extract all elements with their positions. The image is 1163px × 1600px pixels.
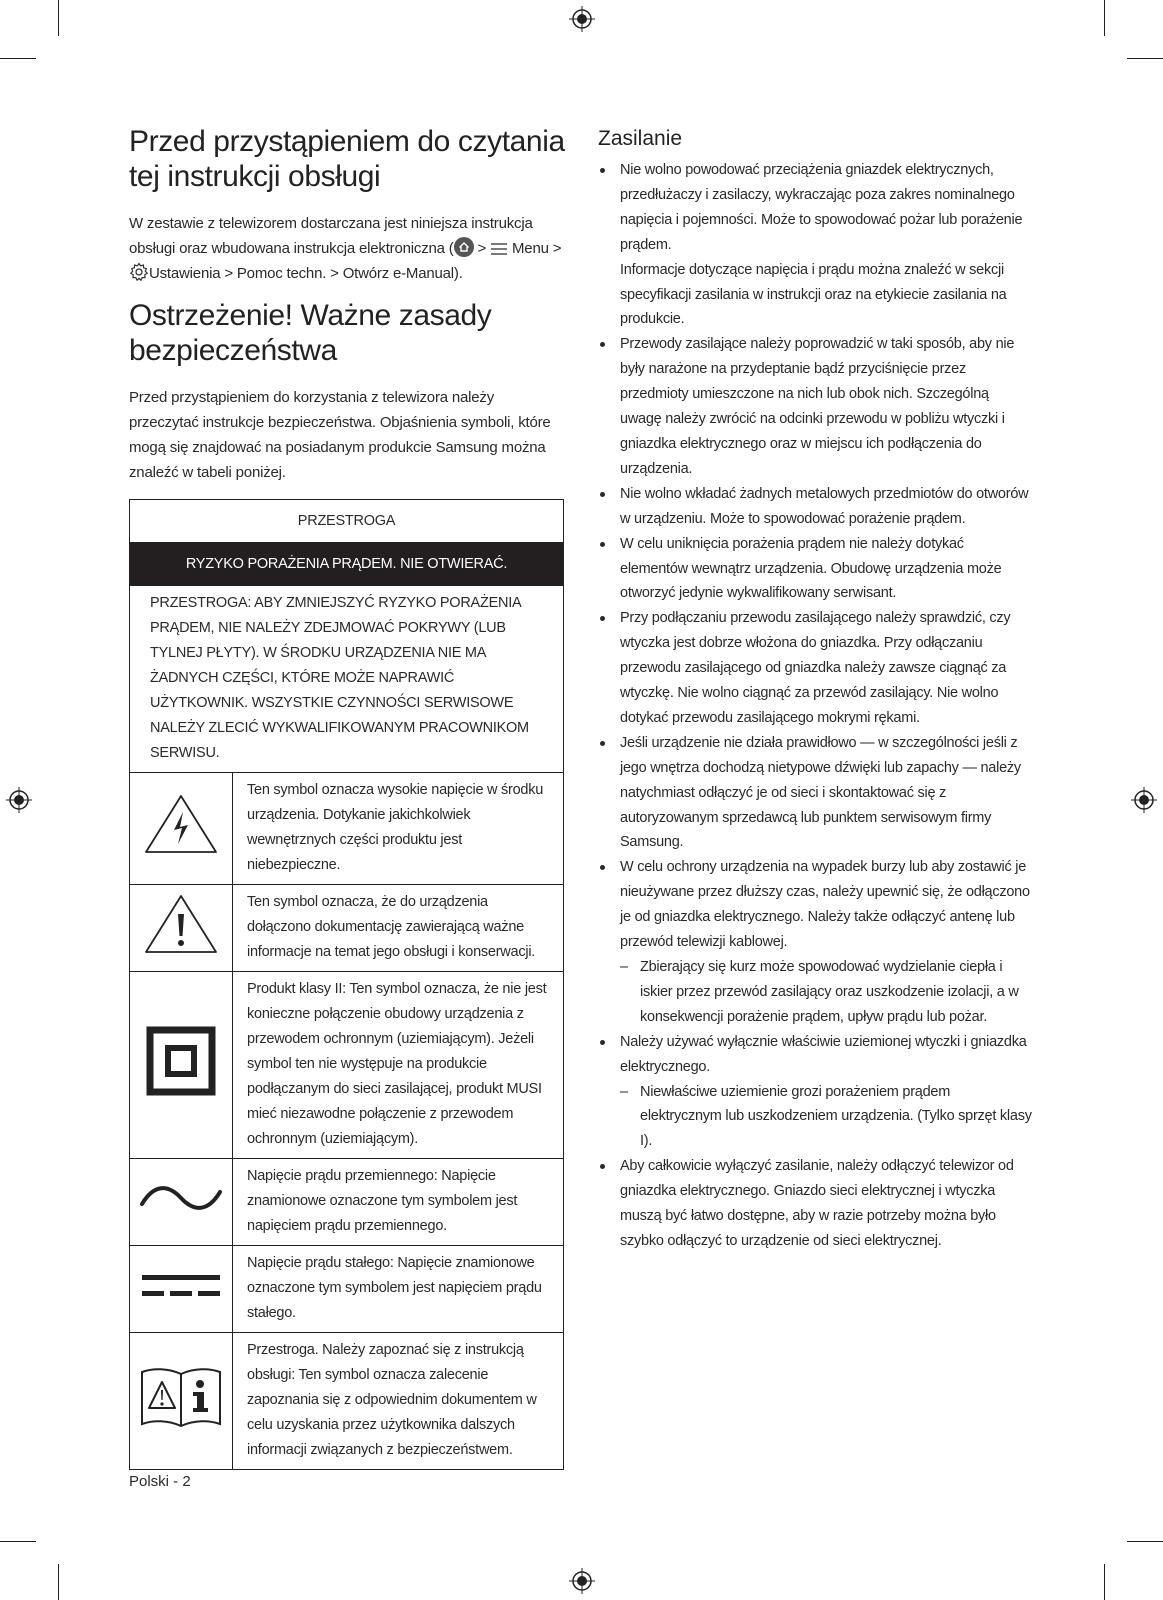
right-column (598, 124, 1034, 1254)
high-voltage-icon (143, 792, 219, 856)
danger-header: RYZYKO PORAŻENIA PRĄDEM. NIE OTWIERAĆ. (130, 543, 564, 586)
page-number: Polski - 2 (129, 1473, 191, 1490)
symbol-description: Napięcie prądu przemiennego: Napięcie znamionowe oznaczone tym symbolem jest napięciem prądu przemiennego. (233, 1159, 564, 1246)
list-item-text: Nie wolno powodować przeciążenia gniazdek elektrycznych, przedłużaczy i zasilaczy, wykraczając poza zakres nominalnego napięcia i pojemności. Może to spowodować pożar lub porażenie prądem. (620, 162, 1023, 253)
registration-mark-icon (6, 787, 32, 813)
menu-icon (490, 241, 508, 257)
crop-mark (0, 1541, 36, 1542)
crop-mark (1127, 1541, 1163, 1542)
caution-text: PRZESTROGA: ABY ZMNIEJSZYĆ RYZYKO PORAŻENIA PRĄDEM, NIE NALEŻY ZDEJMOWAĆ POKRYWY (LUB TYLNEJ PŁYTY). W ŚRODKU URZĄDZENIA NIE MA ŻADNYCH CZĘŚCI, KTÓRE MOŻE NAPRAWIĆ UŻYTKOWNIK. WSZYSTKIE CZYNNOŚCI SERWISOWE NALEŻY ZLECIĆ WYKWALIFIKOWANYM PRACOWNIKOM SERWISU. (130, 586, 564, 773)
list-item (598, 482, 1034, 532)
list-item-text: Nie wolno wkładać żadnych metalowych przedmiotów do otworów w urządzeniu. Może to spowodować porażenie prądem. (620, 485, 1029, 527)
crop-mark (1127, 58, 1163, 59)
settings-label: Ustawienia (149, 265, 221, 282)
ac-voltage-icon (138, 1178, 224, 1218)
symbol-cell (130, 885, 233, 972)
list-item (598, 332, 1034, 481)
list-item (598, 606, 1034, 731)
chevron-right-icon: > (477, 240, 487, 257)
registration-mark-icon (1131, 787, 1157, 813)
list-item-text: Jeśli urządzenie nie działa prawidłowo — w szczególności jeśli z jego wnętrza dochodzą nietypowe dźwięki lub zapachy — należy natychmiast odłączyć je od sieci i skontaktować się z autoryzowanym sprzedawcą lub punktem serwisowym firmy Samsung. (620, 734, 1021, 851)
registration-mark-icon (569, 6, 595, 32)
sub-list-item: – Zbierający się kurz może spowodować wydzielanie ciepła i iskier przez przewód zasilający oraz uszkodzenie izolacji, a w konsekwencji porażenie prądem, upływ prądu lub pożar. (620, 955, 1034, 1030)
list-item-text: Przy podłączaniu przewodu zasilającego należy sprawdzić, czy wtyczka jest dobrze włożona do gniazdka. Przy odłączaniu przewodu zasilającego od gniazdka należy zawsze ciągnąć za wtyczkę. Nie wolno ciągnąć za przewód zasilający. Nie wolno dotykać przewodu zasilającego mokrymi rękami. (620, 610, 1011, 726)
symbol-cell (130, 972, 233, 1159)
power-list (598, 158, 1034, 1254)
safety-symbols-table (129, 499, 564, 1470)
read-manual-icon (138, 1362, 224, 1432)
dc-voltage-icon (138, 1265, 224, 1305)
table-row (130, 972, 564, 1159)
sub-list (620, 955, 1034, 1030)
list-item-note: Informacje dotyczące napięcia i prądu można znaleźć w sekcji specyfikacji zasilania w instrukcji oraz na etykiecie zasilania na produkcie. (620, 261, 1007, 328)
table-row (130, 885, 564, 972)
list-item (598, 731, 1034, 856)
support-label: Pomoc techn. (236, 265, 327, 282)
list-item (598, 855, 1034, 1029)
list-item (598, 158, 1034, 332)
table-row (130, 773, 564, 885)
warning-paragraph: Przed przystąpieniem do korzystania z telewizora należy przeczytać instrukcje bezpieczeństwa. Objaśnienia symboli, które mogą się znajdować na posiadanym produkcie Samsung można znaleźć w tabeli poniżej. (129, 389, 551, 481)
gear-icon (129, 262, 149, 282)
table-row (130, 1246, 564, 1333)
sub-list (620, 1080, 1034, 1155)
table-row (130, 1159, 564, 1246)
crop-mark (0, 58, 36, 59)
symbol-description: Ten symbol oznacza, że do urządzenia dołączono dokumentację zawierającą ważne informacje na temat jego obsługi i konserwacji. (233, 885, 564, 972)
list-item-text: W celu ochrony urządzenia na wypadek burzy lub aby zostawić je nieużywane przez dłuższy czas, należy upewnić się, że odłączono je od gniazdka elektrycznego. Należy także odłączyć antenę lub przewód telewizji kablowej. (620, 859, 1030, 951)
crop-mark (1104, 0, 1105, 36)
intro-text: W zestawie z telewizorem dostarczana jest niniejsza instrukcja obsługi oraz wbudowana instrukcja elektroniczna ( (129, 215, 533, 257)
symbol-cell (130, 1333, 233, 1470)
list-item-text: Aby całkowicie wyłączyć zasilanie, należy odłączyć telewizor od gniazdka elektrycznego. Gniazdo sieci elektrycznej i wtyczka muszą być łatwo dostępne, aby w razie potrzeby można było szybko odłączyć to urządzenie od sieci elektrycznej. (620, 1158, 1014, 1249)
emanual-label: Otwórz e-Manual (342, 265, 454, 282)
table-row (130, 1333, 564, 1470)
intro-text-end: ). (453, 265, 463, 282)
list-item (598, 1030, 1034, 1155)
exclamation-warning-icon (143, 892, 219, 956)
symbol-cell (130, 1246, 233, 1333)
sub-list-item: – Niewłaściwe uziemienie grozi porażeniem prądem elektrycznym lub uszkodzeniem urządzenia. (Tylko sprzęt klasy I). (620, 1080, 1034, 1155)
chevron-right-icon: > (552, 240, 562, 257)
intro-paragraph (129, 211, 565, 286)
power-title: Zasilanie (598, 127, 683, 150)
left-column (129, 124, 565, 1470)
list-item-text: Należy używać wyłącznie właściwie uziemionej wtyczki i gniazdka elektrycznego. (620, 1033, 1027, 1075)
list-item (598, 1154, 1034, 1254)
crop-mark (58, 1564, 59, 1600)
intro-title: Przed przystąpieniem do czytania tej instrukcji obsługi (129, 125, 565, 193)
list-item-text: Przewody zasilające należy poprowadzić w taki sposób, aby nie były narażone na przydeptanie bądź przyciśnięcie przez przedmioty umieszczone na nich lub obok nich. Szczególną uwagę należy zwrócić na odcinki przewodu w pobliżu wtyczki i gniazdka elektrycznego oraz w miejscu ich podłączenia do urządzenia. (620, 336, 1015, 477)
symbol-description: Ten symbol oznacza wysokie napięcie w środku urządzenia. Dotykanie jakichkolwiek wewnętrznych części produktu jest niebezpieczne. (233, 773, 564, 885)
chevron-right-icon: > (224, 265, 233, 282)
class-ii-icon (146, 1026, 216, 1096)
chevron-right-icon: > (330, 265, 339, 282)
warning-title: Ostrzeżenie! Ważne zasady bezpieczeństwa (129, 299, 492, 367)
symbol-description: Produkt klasy II: Ten symbol oznacza, że nie jest konieczne połączenie obudowy urządzenia z przewodem ochronnym (uziemiającym). Jeżeli symbol ten nie występuje na produkcie podłączanym do sieci zasilającej, produkt MUSI mieć niezawodne połączenie z przewodem ochronnym (uziemiającym). (233, 972, 564, 1159)
crop-mark (58, 0, 59, 36)
symbol-cell (130, 773, 233, 885)
home-icon (454, 237, 474, 257)
list-item-text: W celu uniknięcia porażenia prądem nie należy dotykać elementów wewnątrz urządzenia. Obudowę urządzenia może otworzyć jedynie wykwalifikowany serwisant. (620, 535, 1002, 602)
menu-label: Menu (512, 240, 549, 257)
symbol-description: Przestroga. Należy zapoznać się z instrukcją obsługi: Ten symbol oznacza zalecenie zapoznania się z odpowiednim dokumentem w celu uzyskania przez użytkownika dalszych informacji związanych z bezpieczeństwem. (233, 1333, 564, 1470)
caution-header: PRZESTROGA (130, 500, 564, 543)
list-item (598, 532, 1034, 607)
symbol-cell (130, 1159, 233, 1246)
registration-mark-icon (569, 1568, 595, 1594)
symbol-description: Napięcie prądu stałego: Napięcie znamionowe oznaczone tym symbolem jest napięciem prądu stałego. (233, 1246, 564, 1333)
crop-mark (1104, 1564, 1105, 1600)
